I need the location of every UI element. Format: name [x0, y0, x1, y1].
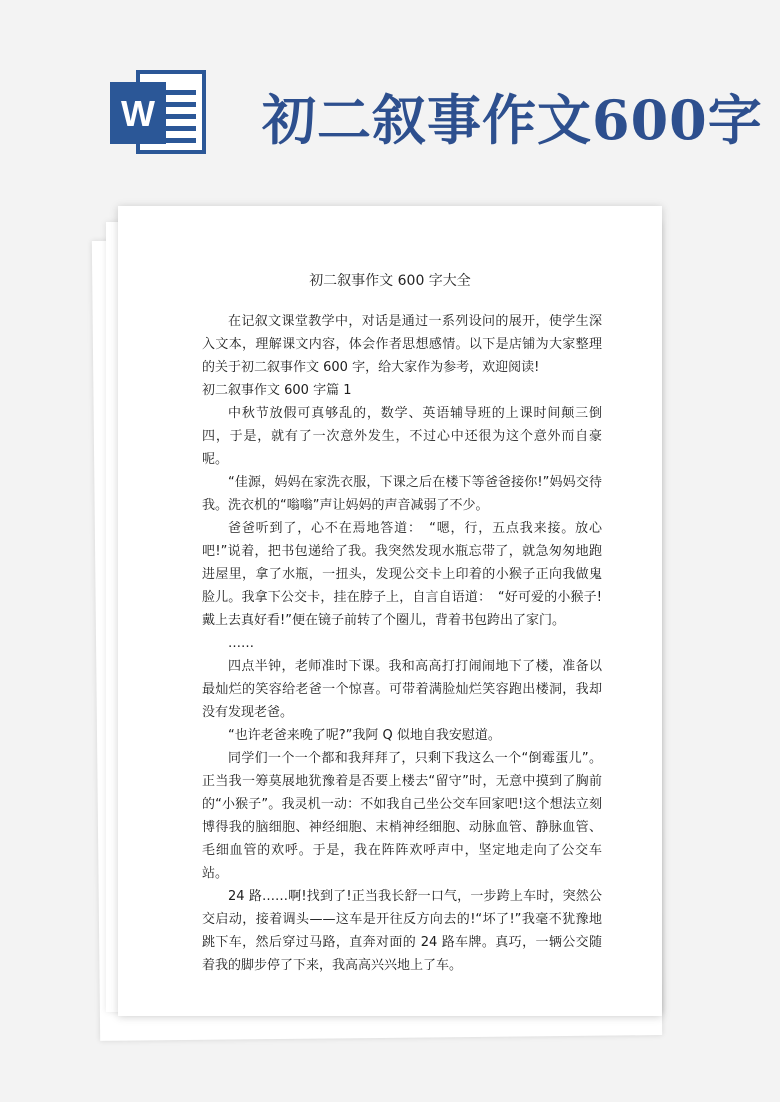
document-page	[118, 206, 662, 1016]
paragraph: 在记叙文课堂教学中，对话是通过一系列设问的展开，使学生深入文本，理解课文内容，体会作者思想感情。以下是店铺为大家整理的关于初二叙事作文 600 字，给大家作为参考，欢迎阅读!	[202, 314, 602, 375]
paragraph: 四点半钟，老师准时下课。我和高高打打闹闹地下了楼，准备以最灿烂的笑容给老爸一个惊喜。可带着满脸灿烂笑容跑出楼洞，我却没有发现老爸。	[202, 659, 602, 720]
document-title: 初二叙事作文 600 字大全	[309, 273, 471, 289]
word-document-icon	[108, 62, 208, 162]
section-heading: 初二叙事作文 600 字篇 1	[202, 383, 352, 398]
document-body	[202, 310, 602, 977]
paragraph: 同学们一个一个都和我拜拜了，只剩下我这么一个“倒霉蛋儿”。正当我一筹莫展地犹豫着是否要上楼去“留守”时，无意中摸到了胸前的“小猴子”。我灵机一动：不如我自己坐公交车回家吧!这个想法立刻博得我的脑细胞、神经细胞、末梢神经细胞、动脉血管、静脉血管、毛细血管的欢呼。于是，我在阵阵欢呼声中，坚定地走向了公交车站。	[202, 751, 602, 881]
paragraph: 中秋节放假可真够乱的，数学、英语辅导班的上课时间颠三倒四，于是，就有了一次意外发生，不过心中还很为这个意外而自豪呢。	[202, 406, 602, 467]
page-title: 初二叙事作文600字	[262, 88, 763, 152]
paragraph: 24 路……啊!找到了!正当我长舒一口气，一步跨上车时，突然公交启动，接着调头——这车是开往反方向去的!“坏了!”我毫不犹豫地跳下车，然后穿过马路，直奔对面的 24 路车牌。真巧，一辆公交随着我的脚步停了下来，我高高兴兴地上了车。	[202, 889, 602, 973]
logo-letter: W	[121, 93, 155, 134]
paragraph: 爸爸听到了，心不在焉地答道： “嗯，行，五点我来接。放心吧!”说着，把书包递给了我。我突然发现水瓶忘带了，就急匆匆地跑进屋里，拿了水瓶，一扭头，发现公交卡上印着的小猴子正向我做鬼脸儿。我拿下公交卡，挂在脖子上，自言自语道： “好可爱的小猴子!戴上去真好看!”便在镜子前转了个圈儿，背着书包跨出了家门。	[202, 521, 602, 628]
paragraph: “也许老爸来晚了呢?”我阿 Q 似地自我安慰道。	[228, 728, 501, 743]
page-header	[0, 0, 780, 200]
paragraph: ……	[228, 636, 254, 651]
paragraph: “佳源，妈妈在家洗衣服，下课之后在楼下等爸爸接你!”妈妈交待我。洗衣机的“嗡嗡”声让妈妈的声音减弱了不少。	[202, 475, 602, 513]
